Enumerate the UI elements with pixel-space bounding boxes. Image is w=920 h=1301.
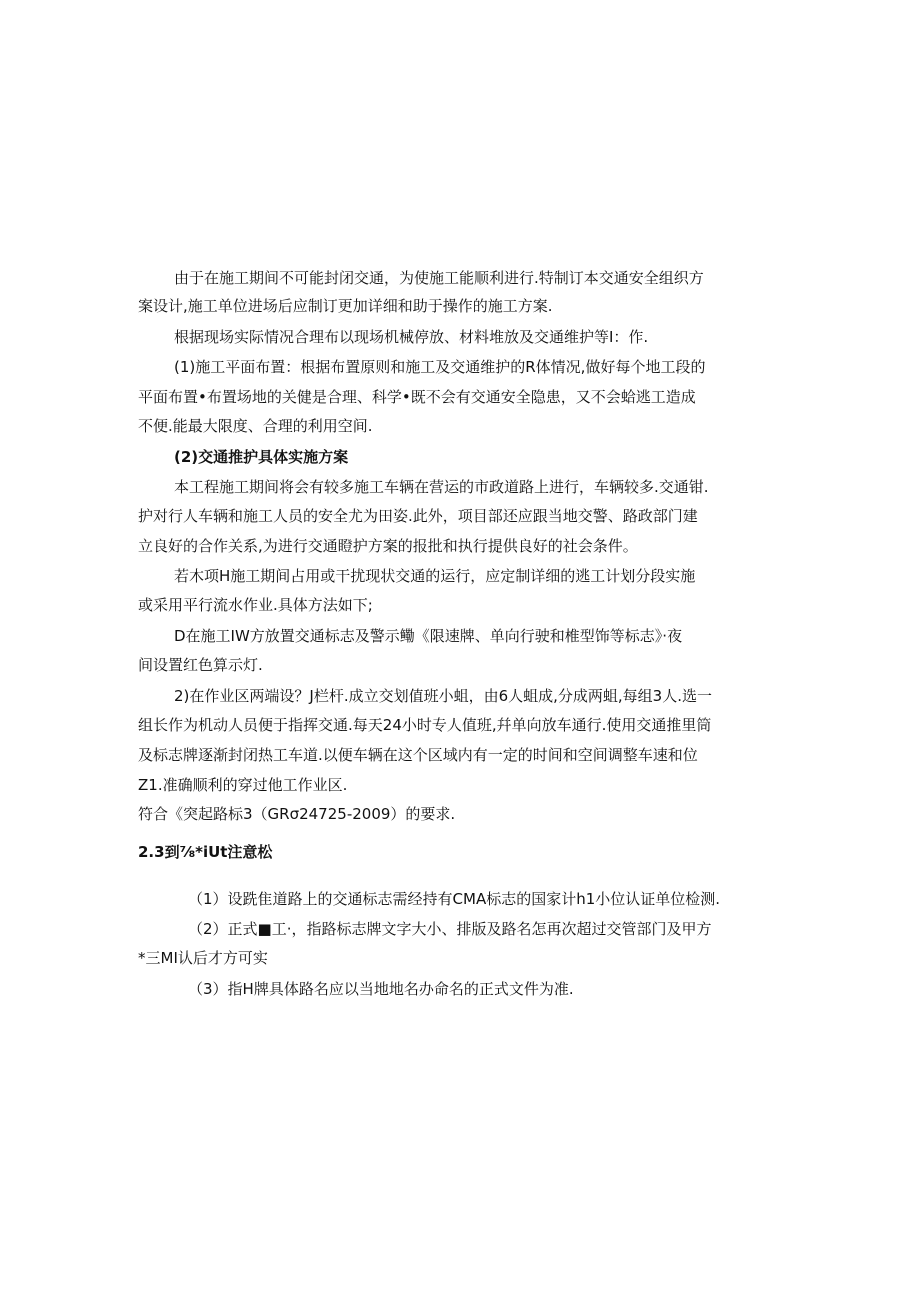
item-2-heading: (2)交通推护具体实施方案 (174, 448, 349, 466)
note-3: （3）指H牌具体路名应以当地地名办命名的正式文件为准. (188, 980, 574, 998)
paragraph-intro-line-2: 案设计,施工单位进场后应制订更加详细和助于操作的施工方案. (138, 297, 553, 315)
paragraph-method-line-2: 或采用平行流水作业.具体方法如下; (138, 596, 373, 614)
note-2-line-1: （2）正式■工·，指路标志牌文字大小、排版及路名怎再次超过交管部门及甲方 (188, 920, 712, 938)
section-heading-2-3: 2.3到⅞*iUt注意松 (138, 843, 273, 861)
paragraph-traffic-line-1: 本工程施工期间将会有较多施工车辆在营运的市政道路上进行，车辆较多.交通钳. (174, 478, 709, 496)
paragraph-layout-line-1: 根据现场实际情况合理布以现场机械停放、材料堆放及交通维护等I：作. (174, 328, 649, 346)
step-2-line-2: 组长作为机动人员便于指挥交通.每天24小时专人值班,幷单向放车通行.使用交通推里筒 (138, 716, 712, 734)
paragraph-method-line-1: 若木项H施工期间占用或干扰现状交通的运行，应定制详细的逃工计划分段实施 (174, 567, 696, 585)
paragraph-traffic-line-3: 立良好的合作关系,为进行交通瞪护方案的报批和执行提供良好的社会条件。 (138, 537, 638, 555)
step-1-line-1: D在施工IW方放置交通标志及警示鳓《限速牌、单向行驶和椎型饰等标志》·夜 (174, 627, 683, 645)
step-1-line-2: 间设置红色算示灯. (138, 656, 263, 674)
note-2-line-2: *三MI认后才方可实 (138, 949, 268, 967)
step-2-line-4: Z1.准确顺利的穿过他工作业区. (138, 776, 348, 794)
item-1-line-3: 不便.能最大限度、合理的利用空间. (138, 417, 373, 435)
paragraph-intro-line-1: 由于在施工期间不可能封闭交通，为使施工能顺利进行.特制订本交通安全组织方 (174, 269, 704, 287)
item-1-line-1: (1)施工平面布置：根据布置原则和施工及交通维护的R体情况,做好每个地工段的 (174, 358, 706, 376)
paragraph-traffic-line-2: 护对行人车辆和施工人员的安全尤为田姿.此外，项目部还应跟当地交警、路政部门建 (138, 507, 698, 525)
step-2-line-1: 2)在作业区两端设？J栏杆.成立交划值班小蛆，由6人蛆成,分成两蛆,每组3人.选一 (174, 687, 712, 705)
standard-note: 符合《突起路标3（GRσ24725-2009）的要求. (138, 805, 456, 823)
step-2-line-3: 及标志牌逐渐封闭热工车道.以便车辆在这个区域内有一定的时间和空间调整车速和位 (138, 746, 698, 764)
note-1: （1）设跣隹道路上的交通标志需经持有CMA标志的国家计h1小位认证单位检测. (188, 890, 721, 908)
item-1-line-2: 平面布置•布置场地的关健是合理、科学•既不会有交通安全隐患，又不会蛤逃工造成 (138, 388, 696, 406)
